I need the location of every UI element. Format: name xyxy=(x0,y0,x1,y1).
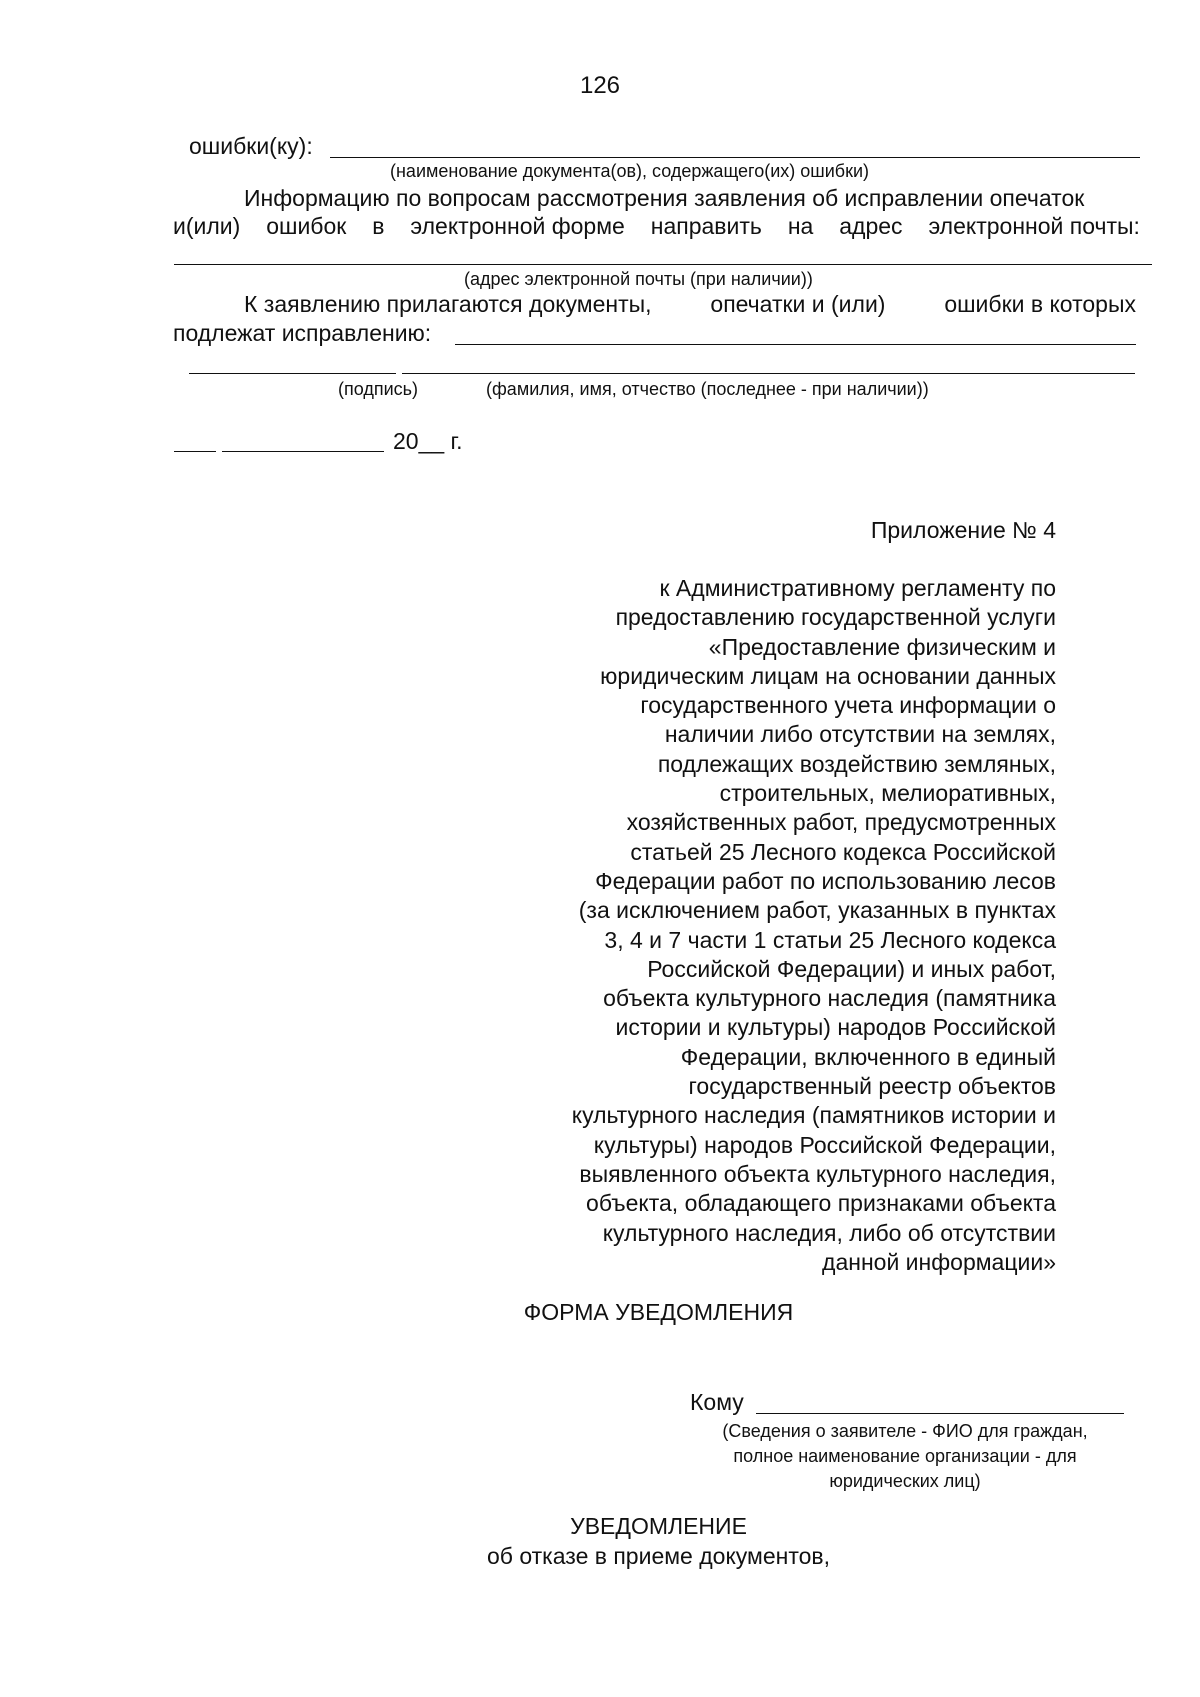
info-line-2 xyxy=(173,212,1140,240)
recipient-hint-line: полное наименование организации - для xyxy=(733,1446,1077,1466)
page-number: 126 xyxy=(579,72,621,99)
signature-line xyxy=(189,373,396,374)
attach-line-1 xyxy=(244,290,1136,318)
annex-line: выявленного объекта культурного наследия, xyxy=(579,1160,1056,1187)
annex-line: подлежащих воздействию земляных, xyxy=(657,750,1056,777)
attach-fill-line xyxy=(455,344,1136,345)
to-label: Кому xyxy=(690,1389,744,1415)
annex-line: культурного наследия, либо об отсутствии xyxy=(602,1219,1056,1246)
date-day-line xyxy=(174,451,216,452)
email-hint: (адрес электронной почты (при наличии)) xyxy=(464,269,813,289)
annex-line: культурного наследия (памятников истории и xyxy=(571,1102,1056,1129)
annex-line: Федерации работ по использованию лесов xyxy=(595,867,1056,894)
errors-fill-line xyxy=(330,157,1140,158)
annex-line: объекта культурного наследия (памятника xyxy=(603,985,1056,1012)
date-year: 20__ г. xyxy=(393,428,463,454)
info-word: на xyxy=(787,213,814,239)
recipient-hint xyxy=(680,1419,1130,1494)
date-month-line xyxy=(222,451,384,452)
email-fill-line xyxy=(174,264,1152,265)
notice-subtitle: об отказе в приеме документов, xyxy=(487,1543,830,1569)
info-word: электронной форме xyxy=(410,213,625,239)
info-line-1: Информацию по вопросам рассмотрения заявления об исправлении опечаток xyxy=(244,185,1085,211)
annex-line: предоставлению государственной услуги xyxy=(615,604,1056,631)
recipient-hint-line: юридических лиц) xyxy=(829,1471,981,1491)
annex-line: статьей 25 Лесного кодекса Российской xyxy=(630,838,1056,865)
info-word: направить xyxy=(650,213,762,239)
info-word: адрес xyxy=(839,213,903,239)
annex-line: Российской Федерации) и иных работ, xyxy=(647,955,1056,982)
attach-part: опечатки и (или) xyxy=(710,291,886,317)
attach-line-2: подлежат исправлению: xyxy=(173,320,432,346)
annex-line: к Административному регламенту по xyxy=(659,575,1056,601)
annex-line: культуры) народов Российской Федерации, xyxy=(593,1131,1056,1158)
annex-line: данной информации» xyxy=(822,1248,1056,1275)
annex-line: наличии либо отсутствии на землях, xyxy=(664,721,1056,748)
info-word: ошибок xyxy=(266,213,347,239)
annex-line: 3, 4 и 7 части 1 статьи 25 Лесного кодекса xyxy=(604,926,1056,953)
info-word: в xyxy=(372,213,385,239)
annex-line: государственный реестр объектов xyxy=(688,1073,1056,1100)
annex-line: строительных, мелиоративных, xyxy=(719,780,1056,807)
info-word: электронной почты: xyxy=(928,213,1140,239)
recipient-hint-line: (Сведения о заявителе - ФИО для граждан, xyxy=(722,1421,1088,1441)
fio-line xyxy=(402,373,1135,374)
annex-line: хозяйственных работ, предусмотренных xyxy=(626,809,1056,836)
form-title: ФОРМА УВЕДОМЛЕНИЯ xyxy=(523,1299,794,1325)
annex-line: (за исключением работ, указанных в пунктах xyxy=(578,897,1056,924)
annex-line: государственного учета информации о xyxy=(640,692,1056,719)
recipient-fill-line xyxy=(756,1413,1124,1414)
errors-hint: (наименование документа(ов), содержащего(их) ошибки) xyxy=(390,161,870,181)
annex-line: Федерации, включенного в единый xyxy=(680,1043,1056,1070)
annex-line: юридическим лицам на основании данных xyxy=(600,662,1056,689)
attach-part: ошибки в которых xyxy=(944,291,1136,317)
info-word: и(или) xyxy=(173,213,241,239)
attach-part: К заявлению прилагаются документы, xyxy=(244,291,652,317)
signature-hint: (подпись) xyxy=(338,379,419,399)
annex-line: истории и культуры) народов Российской xyxy=(615,1014,1056,1041)
annex-line: объекта, обладающего признаками объекта xyxy=(586,1190,1056,1217)
errors-label: ошибки(ку): xyxy=(189,133,313,159)
fio-hint: (фамилия, имя, отчество (последнее - при наличии)) xyxy=(486,379,929,399)
notice-title: УВЕДОМЛЕНИЕ xyxy=(570,1513,747,1539)
annex-title: Приложение № 4 xyxy=(870,517,1056,543)
annex-line: «Предоставление физическим и xyxy=(708,633,1056,660)
annex-text xyxy=(496,574,1056,1277)
